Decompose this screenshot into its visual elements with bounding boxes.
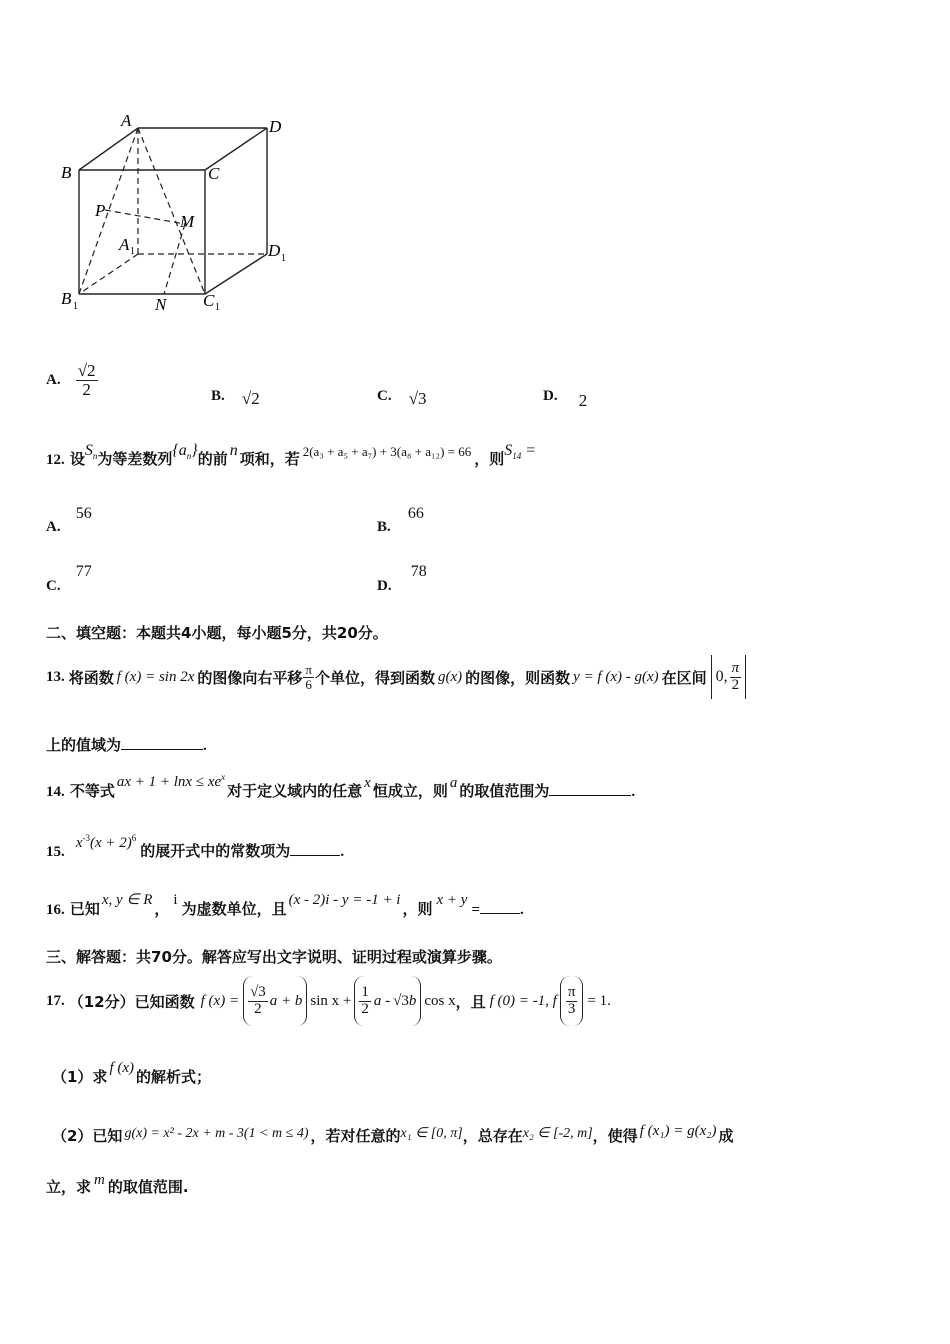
section-solution-heading: 三、解答题：共70分。解答应写出文字说明、证明过程或演算步骤。 (46, 948, 502, 966)
q16-text-1: 已知 (69, 900, 100, 918)
q17-part1-text: 的解析式； (136, 1068, 212, 1086)
q12-option-b-value: 66 (407, 505, 424, 522)
q17-paren-2: $\frac{1}{2}$ a - √3 b (354, 976, 421, 1026)
q15-number: 15. (46, 844, 65, 860)
label-B: B (61, 163, 72, 182)
q13-line2-text: 上的值域为 (46, 736, 122, 754)
q13-shift-fraction: $\frac{\pi}{6}$ (305, 661, 312, 692)
q12-option-b (377, 503, 424, 535)
q12-number: 12. (46, 452, 65, 468)
q17-part2-m: m (94, 1172, 105, 1188)
q16-math-xy: x, y ∈ R (101, 892, 153, 908)
q11-option-c-value: √3 (408, 389, 427, 408)
q13-interval: 0, $\frac{\pi}{2}$ (711, 655, 747, 699)
q16-end: . (520, 902, 524, 918)
q17-condition: f (0) = -1, f (489, 992, 557, 1009)
q17-part-2-line2 (46, 1172, 189, 1197)
label-A1-sub: 1 (130, 246, 135, 257)
line-PM (105, 210, 185, 224)
q11-option-a-num: √2 (77, 361, 96, 380)
q17-part1-fx: f (x) (109, 1060, 135, 1076)
q17-part2-line2-b: 的取值范围. (107, 1178, 189, 1196)
q12-equation: 2(a₃ + a₅ + a₇) + 3(a₈ + a₁₂) = 66 (302, 444, 472, 459)
q16-answer-blank[interactable] (480, 899, 520, 914)
q14-inequality: ax + $1 + \ln x \le xe^x$ (116, 772, 226, 790)
q12-text-4: 项和，若 (239, 450, 300, 468)
q11-option-a-den: 2 (82, 379, 91, 399)
q14-end: . (631, 784, 636, 800)
q13-text-4: 的图像，则函数 (465, 668, 571, 687)
q17-text-2: ，且 (455, 992, 486, 1011)
q11-option-d (543, 385, 588, 410)
q12-math-s14: $S_{14}$ = (504, 442, 537, 462)
q17-eq1: = 1. (587, 992, 611, 1009)
q14-math-x: x (364, 775, 371, 791)
label-A: A (121, 111, 132, 130)
label-C: C (208, 164, 220, 183)
q12-option-c-letter: C. (46, 578, 61, 594)
q13-stem (46, 652, 746, 702)
section-fill-in-heading: 二、填空题：本题共4小题，每小题5分，共20分。 (46, 624, 388, 642)
label-N: N (155, 295, 167, 314)
q12-option-c (46, 561, 92, 594)
q17-text-1: （12分）已知函数 (68, 992, 195, 1011)
q11-option-d-value: 2 (578, 391, 588, 410)
q15-end: . (340, 844, 345, 860)
q17-part2-x1: x₁ ∈ [0, π] (400, 1126, 463, 1141)
q17-part2-eq: f (x₁) = g(x₂) (639, 1123, 717, 1139)
q14-answer-blank[interactable] (549, 781, 631, 796)
q17-paren-1: $\frac{√3}{2}$ a + b (243, 976, 307, 1026)
q17-part2-label: （2）已知 (52, 1127, 123, 1145)
q15-expression: $x^{-3}(x + 2)^6$ (75, 833, 137, 851)
q17-cosx: cos x (424, 992, 456, 1009)
q17-part-1 (52, 1060, 212, 1087)
edge-A1B1 (79, 254, 138, 294)
q12-option-b-letter: B. (377, 519, 391, 535)
label-C1-sub: 1 (215, 302, 220, 313)
q17-paren-3: $\frac{\pi}{3}$ (560, 976, 584, 1026)
q11-option-a-fraction (76, 362, 98, 399)
q12-text-3: 的前 (197, 450, 228, 468)
q14-number: 14. (46, 784, 65, 800)
q11-option-c (377, 385, 427, 408)
q16-text-2: ， (154, 900, 170, 918)
q12-option-a-letter: A. (46, 519, 61, 535)
q13-number: 13. (46, 668, 65, 685)
q17-number: 17. (46, 992, 65, 1009)
q14-math-a: a (449, 775, 458, 791)
label-D1: D (268, 241, 281, 260)
q15-answer-blank[interactable] (290, 841, 340, 856)
q12-stem (46, 442, 537, 470)
q12-text-2: 为等差数列 (97, 450, 173, 468)
label-M: M (180, 212, 195, 231)
q17-stem (46, 972, 611, 1030)
q17-part-2 (52, 1125, 733, 1146)
q12-math-an: $\{a_n\}$ (172, 442, 198, 462)
q12-text-5: ，则 (474, 450, 505, 468)
q13-math-gx: g(x) (437, 668, 463, 685)
q13-text-1: 将函数 (68, 668, 114, 687)
q17-part1-label: （1）求 (52, 1068, 108, 1086)
q17-part2-gx: g(x) = x² - 2x + m - 3(1 < m ≤ 4) (124, 1126, 309, 1141)
label-B1-sub: 1 (73, 301, 78, 312)
q14-text-3: 恒成立，则 (372, 782, 448, 800)
q16-equals: = (471, 902, 480, 918)
q12-option-d-letter: D. (377, 578, 392, 594)
cube-figure (55, 110, 295, 320)
q17-part2-x2: x₂ ∈ [-2, m] (522, 1126, 593, 1141)
q12-option-d-value: 78 (410, 563, 427, 580)
q17-part2-text-2: ，总存在 (462, 1127, 523, 1145)
q12-option-c-value: 77 (75, 563, 92, 580)
q15-stem (46, 833, 345, 861)
line-AC1 (138, 128, 205, 294)
q16-math-i: i (173, 892, 178, 908)
q11-option-b (211, 385, 260, 408)
q11-option-d-letter: D. (543, 388, 558, 404)
edge-C1D1 (205, 254, 267, 294)
q17-part2-text-3: ，使得 (592, 1127, 638, 1145)
q17-fx: f (x) = (200, 992, 240, 1009)
label-C1: C (203, 291, 215, 310)
q11-option-a-letter: A. (46, 371, 61, 388)
q16-text-3: 为虚数单位，且 (181, 900, 287, 918)
q11-option-a (46, 362, 98, 399)
q13-answer-blank[interactable] (121, 735, 203, 750)
q12-math-sn: $S_n$ (84, 442, 98, 462)
edge-AB (79, 128, 138, 170)
label-B1: B (61, 289, 72, 308)
q17-part2-text-1: ，若对任意的 (310, 1127, 401, 1145)
q14-stem (46, 772, 636, 801)
q13-text-3: 个单位，得到函数 (314, 668, 435, 687)
q13-line2 (46, 734, 207, 755)
q16-stem (46, 892, 524, 919)
q13-math-y: y = f (x) - g(x) (573, 668, 659, 685)
q17-part2-text-4: 成 (718, 1127, 734, 1145)
line-MN (164, 224, 185, 294)
q15-text-1: 的展开式中的常数项为 (140, 842, 291, 860)
label-P: P (95, 201, 106, 220)
q13-end: . (203, 738, 207, 754)
q12-option-a (46, 503, 92, 535)
label-D1-sub: 1 (281, 253, 286, 264)
q13-math-fx: f (x) = sin 2x (116, 668, 195, 685)
q16-math-sum: x + y (436, 892, 468, 908)
q11-option-b-letter: B. (211, 388, 225, 404)
q14-text-2: 对于定义域内的任意 (227, 782, 363, 800)
q12-option-a-value: 56 (75, 505, 92, 522)
q13-text-2: 的图像向右平移 (197, 668, 303, 687)
q13-text-5: 在区间 (661, 668, 707, 687)
label-D: D (269, 117, 282, 136)
q12-math-n: n (229, 442, 238, 459)
q12-option-d (377, 561, 427, 594)
q16-equation: (x - 2)i - y = -1 + i (288, 892, 401, 908)
q12-text-1: 设 (69, 450, 85, 468)
q14-text-1: 不等式 (69, 782, 115, 800)
label-A1: A (119, 235, 130, 254)
q16-number: 16. (46, 902, 65, 918)
q17-part2-line2-a: 立，求 (46, 1178, 92, 1196)
q16-text-4: ，则 (402, 900, 433, 918)
q11-option-c-letter: C. (377, 388, 392, 404)
q17-sinx: sin x + (310, 992, 352, 1009)
q14-text-4: 的取值范围为 (459, 782, 550, 800)
q11-option-b-value: √2 (241, 389, 260, 408)
